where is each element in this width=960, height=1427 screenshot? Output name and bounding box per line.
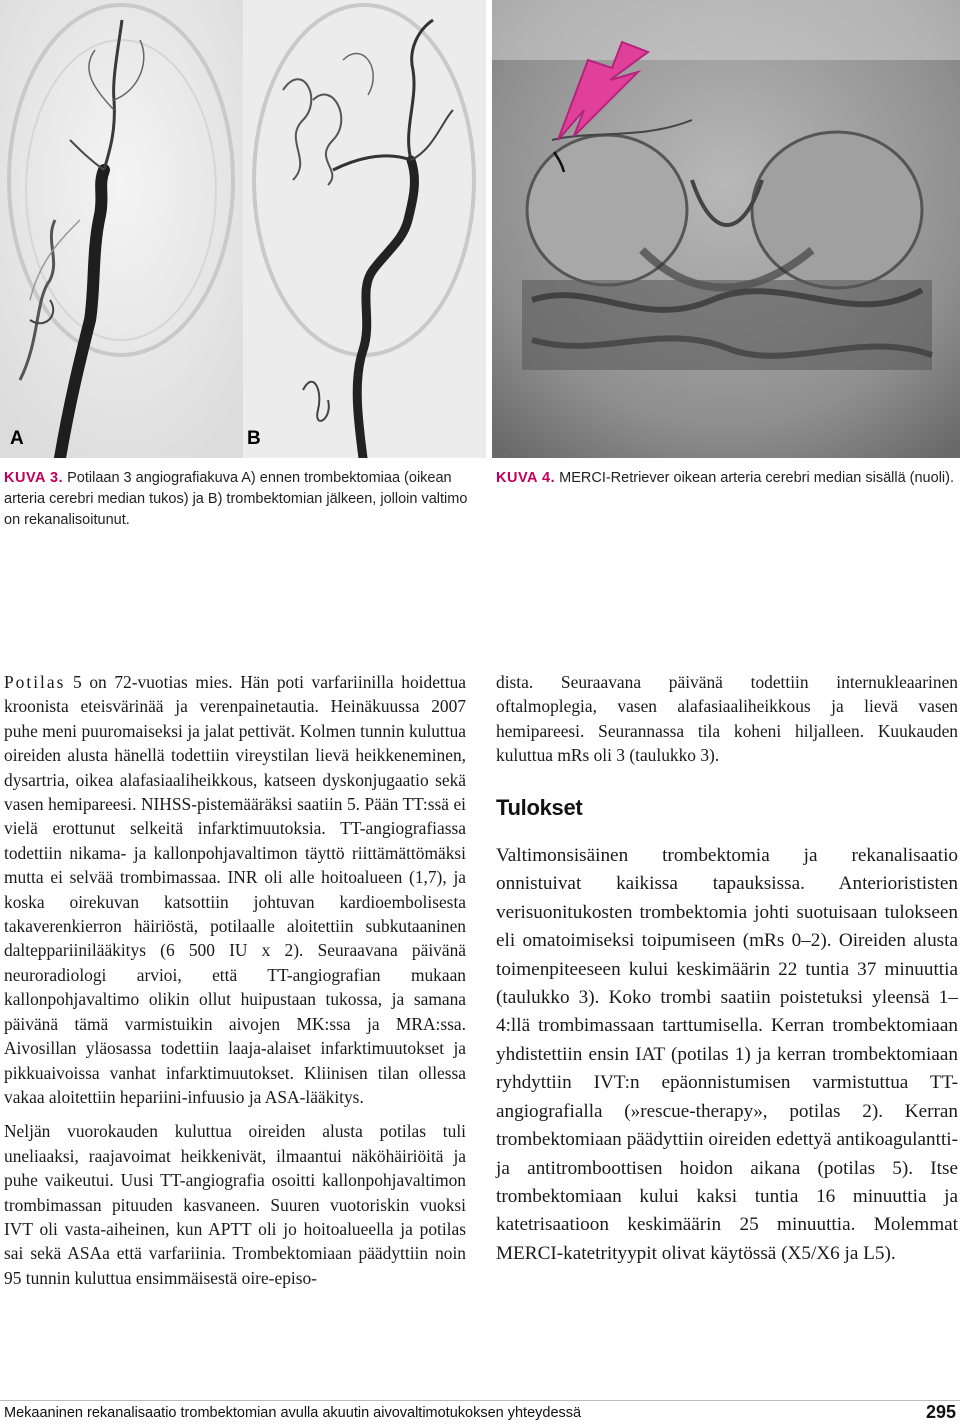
body-paragraph: Neljän vuorokauden kuluttua oireiden alusta potilas tuli uneliaaksi, raajavoimat heikkenivät, ilmaantui näköhäiriöitä ja puhe vaikeutui. Uusi TT-angiografia osoitti kallonpohjavaltimon trombimassan pituuden kasvaneen. Suuren vuotoriskin vuoksi IVT oli vasta-aiheinen, kun APTT oli jo hoitoalueella ja potilas sai sekä ASAa että varfariinia. Trombektomiaan päädyttiin noin 95 tunnin kuluttua ensimmäisestä oire-episo- xyxy=(4,1121,466,1288)
angiogram-after-image xyxy=(243,0,486,458)
body-paragraph-continued: dista. Seuraavana päivänä todettiin internukleaarinen oftalmoplegia, vasen alafasiaaliheikkous ja lievä vasen hemipareesi. Seurannassa tila koheni hiljalleen. Kuukauden kuluttua mRs oli 3 (taulukko 3). xyxy=(496,672,958,766)
figure3-caption xyxy=(4,468,474,531)
left-text-column xyxy=(4,670,466,1290)
figure4-caption-label: KUVA 4. xyxy=(496,470,556,486)
footer-title: Mekaaninen rekanalisaatio trombektomian avulla akuutin aivovaltimotukoksen yhteydessä xyxy=(4,1405,582,1421)
footer-divider xyxy=(0,1400,960,1401)
results-paragraph: Valtimonsisäinen trombektomia ja rekanalisaatio onnistuivat kaikissa tapauksissa. Anteriorististen verisuonitukosten trombektomia johti suotuisaan tulokseen eli omatoimiseksi toipumiseen (mRs 0–2). Oireiden alusta toimenpiteeseen kului keskimäärin 22 tuntia 37 minuuttia (taulukko 3). Koko trombi saatiin poistetuksi yleensä 1–4:llä trombimassaan tarttumisella. Kerran trombektomiaan yhdistettiin ensin IAT (potilas 1) ja kerran trombektomiaan ryhdyttiin IVT:n epäonnistumisen varmistuttua TT-angiografialla (»rescue-therapy», potilas 2). Kerran trombektomiaan päädyttiin oireiden edettyä antikoagulantti- ja antitromboottisen hoidon aikana (potilas 5). Itse trombektomiaan kului kaksi tuntia 16 minuuttia ja katetrisaatioon keskimäärin 25 minuuttia. Molemmat MERCI-katetrityypit olivat käytössä (X5/X6 ja L5). xyxy=(496,845,958,1264)
section-heading: Tulokset xyxy=(496,794,583,820)
figure3-panel-a-image xyxy=(0,0,243,458)
body-paragraph xyxy=(4,670,466,1109)
right-text-column xyxy=(496,670,958,1268)
figure4-image xyxy=(492,0,960,458)
figure3-caption-text: Potilaan 3 angiografiakuva A) ennen trombektomiaa (oikean arteria cerebri median tukos) ja B) trombektomian jälkeen, jolloin valtimo on rekanalisoitunut. xyxy=(4,470,468,528)
figure3-panel-a-letter: A xyxy=(10,428,24,449)
paragraph-text: 5 on 72-vuotias mies. Hän poti varfariinilla hoidettua kroonista eteisvärinää ja verenpainetautia. Heinäkuussa 2007 puhe meni puuromaiseksi ja jalat pettivät. Kolmen tunnin kuluttua oireiden alusta hänellä todettiin vireystilan lievä heikkeneminen, dysartria, oikea alafasiaaliheikkous, katseen dyskonjugaatio sekä vasen hemipareesi. NIHSS-pistemääräksi saatiin 5. Pään TT:ssä ei vielä erottunut selkeitä infarktimuutoksia. TT-angiografiassa todettiin nikama- ja kallonpohjavaltimon täyttö riittämättömäksi mutta ei selvää trombimassaa. INR oli alle hoitoalueen (1,7), ja koska oirekuvan katsottiin johtuvan kardioembolisesta takaverenkierron häiriöstä, potilaalle aloitettiin subkutaaninen dalteppariinilääkitys (6 500 IU x 2). Seuraavana päivänä neuroradiologi arvioi, että TT-angiografian mukaan kallonpohjavaltimo olikin ollut huipustaan tukossa, ja samana päivänä tämä varmistuikin aivojen MK:ssa ja MRA:ssa. Aivosillan yläosassa todettiin laaja-alaiset infarktimuutokset ja pikkuaivoissa vanhat infarktimuutokset. Kliinisen tilan ollessa vakaa aloitettiin hepariini-infuusio ja ASA-lääkitys. xyxy=(4,672,466,1107)
figure4-caption xyxy=(496,468,958,489)
figure4-caption-text: MERCI-Retriever oikean arteria cerebri median sisällä (nuoli). xyxy=(559,470,954,486)
fluoroscopy-image xyxy=(492,0,960,458)
figure3-panel-b-letter: B xyxy=(247,428,261,449)
page-number: 295 xyxy=(925,1402,956,1422)
angiogram-before-image xyxy=(0,0,243,458)
figure3-caption-label: KUVA 3. xyxy=(4,470,64,486)
paragraph-runin: Potilas xyxy=(4,672,66,692)
figure3-panel-b-image xyxy=(243,0,486,458)
